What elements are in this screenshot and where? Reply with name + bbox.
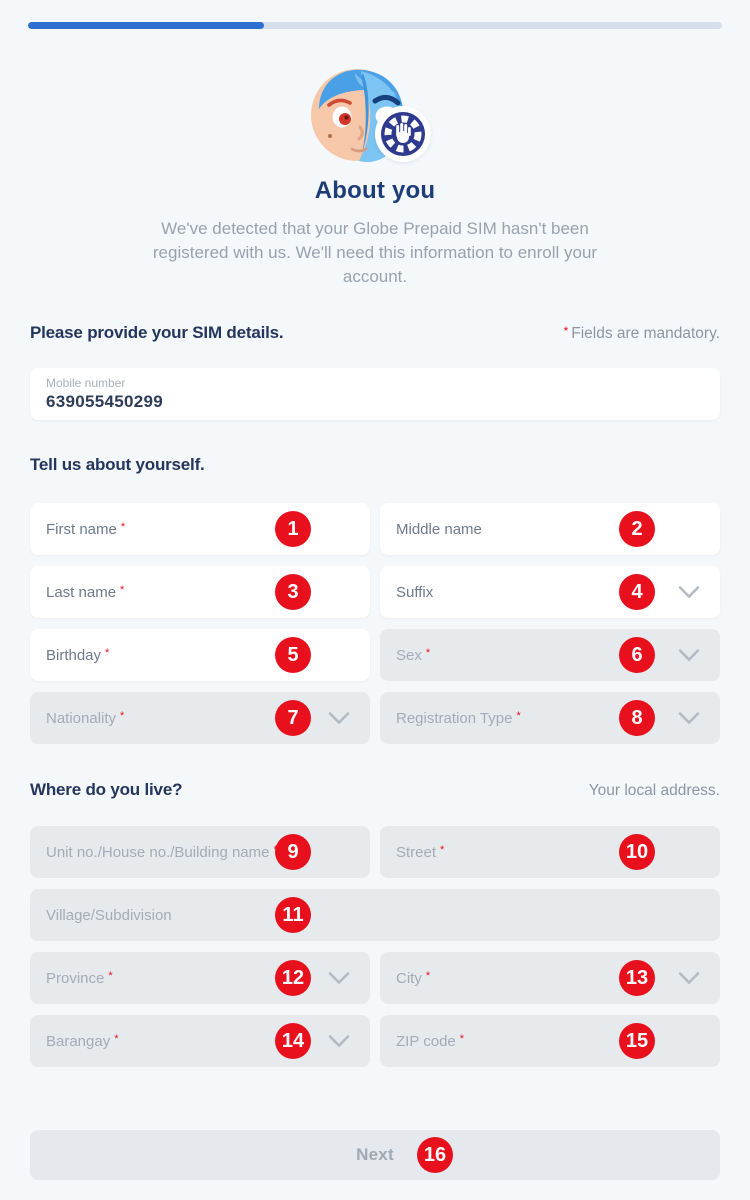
annotation-badge-9: 9 [275, 834, 311, 870]
chevron-down-icon [328, 1035, 350, 1048]
annotation-badge-8: 8 [619, 700, 655, 736]
province-dropdown[interactable] [30, 952, 370, 1004]
street-label: Street * [396, 843, 445, 861]
next-button[interactable] [30, 1130, 720, 1180]
annotation-badge-11: 11 [275, 897, 311, 933]
chevron-down-icon [678, 649, 700, 662]
registration-type-label: Registration Type * [396, 709, 521, 727]
progress-bar [28, 22, 722, 29]
unit-house-building-label: Unit no./House no./Building name [46, 843, 270, 861]
sex-dropdown[interactable] [380, 629, 720, 681]
sim-details-heading: Please provide your SIM details. [30, 323, 284, 342]
first-name-label: First name * [46, 520, 126, 538]
city-label: City * [396, 969, 431, 987]
province-label: Province * [46, 969, 113, 987]
nationality-label: Nationality * [46, 709, 125, 727]
mandatory-note: * Fields are mandatory. [563, 324, 720, 342]
last-name-field[interactable] [30, 566, 370, 618]
barangay-label: Barangay * [46, 1032, 119, 1050]
birthday-field[interactable] [30, 629, 370, 681]
progress-fill [28, 22, 264, 29]
barangay-dropdown[interactable] [30, 1015, 370, 1067]
annotation-badge-5: 5 [275, 637, 311, 673]
village-subdivision-field[interactable] [30, 889, 720, 941]
annotation-badge-15: 15 [619, 1023, 655, 1059]
annotation-badge-2: 2 [619, 511, 655, 547]
annotation-badge-13: 13 [619, 960, 655, 996]
mandatory-asterisk: * [563, 324, 569, 338]
chevron-down-icon [678, 586, 700, 599]
nationality-dropdown[interactable] [30, 692, 370, 744]
village-subdivision-label: Village/Subdivision [46, 906, 172, 924]
suffix-label: Suffix [396, 583, 434, 601]
globe-logo-icon [381, 112, 425, 156]
zip-code-field[interactable] [380, 1015, 720, 1067]
annotation-badge-14: 14 [275, 1023, 311, 1059]
middle-name-field[interactable] [380, 503, 720, 555]
annotation-badge-7: 7 [275, 700, 311, 736]
birthday-label: Birthday * [46, 646, 110, 664]
address-subheading: Your local address. [588, 782, 720, 799]
mobile-number-value: 639055450299 [46, 392, 164, 411]
unit-house-building-field[interactable] [30, 826, 370, 878]
chevron-down-icon [678, 972, 700, 985]
page-title: About you [314, 177, 436, 204]
annotation-badge-1: 1 [275, 511, 311, 547]
middle-name-label: Middle name [396, 520, 482, 538]
annotation-badge-3: 3 [275, 574, 311, 610]
chevron-down-icon [678, 712, 700, 725]
globe-logo-badge [375, 106, 431, 162]
chevron-down-icon [328, 712, 350, 725]
annotation-badge-6: 6 [619, 637, 655, 673]
annotation-badge-12: 12 [275, 960, 311, 996]
avatar [300, 57, 450, 163]
annotation-badge-16: 16 [417, 1137, 453, 1173]
annotation-badge-10: 10 [619, 834, 655, 870]
street-field[interactable] [380, 826, 720, 878]
first-name-field[interactable] [30, 503, 370, 555]
registration-type-dropdown[interactable] [380, 692, 720, 744]
address-heading: Where do you live? [30, 780, 183, 799]
suffix-dropdown[interactable] [380, 566, 720, 618]
sim-registration-page [0, 22, 750, 1200]
annotation-badge-4: 4 [619, 574, 655, 610]
next-button-label: Next [356, 1145, 394, 1164]
city-dropdown[interactable] [380, 952, 720, 1004]
mobile-number-label: Mobile number [46, 376, 126, 390]
mobile-number-field[interactable] [30, 368, 720, 420]
last-name-label: Last name * [46, 583, 125, 601]
sex-label: Sex * [396, 646, 431, 664]
page-description: We've detected that your Globe Prepaid SIM hasn't been registered with us. We'll need this information to enroll your account. [152, 219, 598, 286]
zip-code-label: ZIP code * [396, 1032, 465, 1050]
chevron-down-icon [328, 972, 350, 985]
about-yourself-heading: Tell us about yourself. [30, 455, 205, 474]
